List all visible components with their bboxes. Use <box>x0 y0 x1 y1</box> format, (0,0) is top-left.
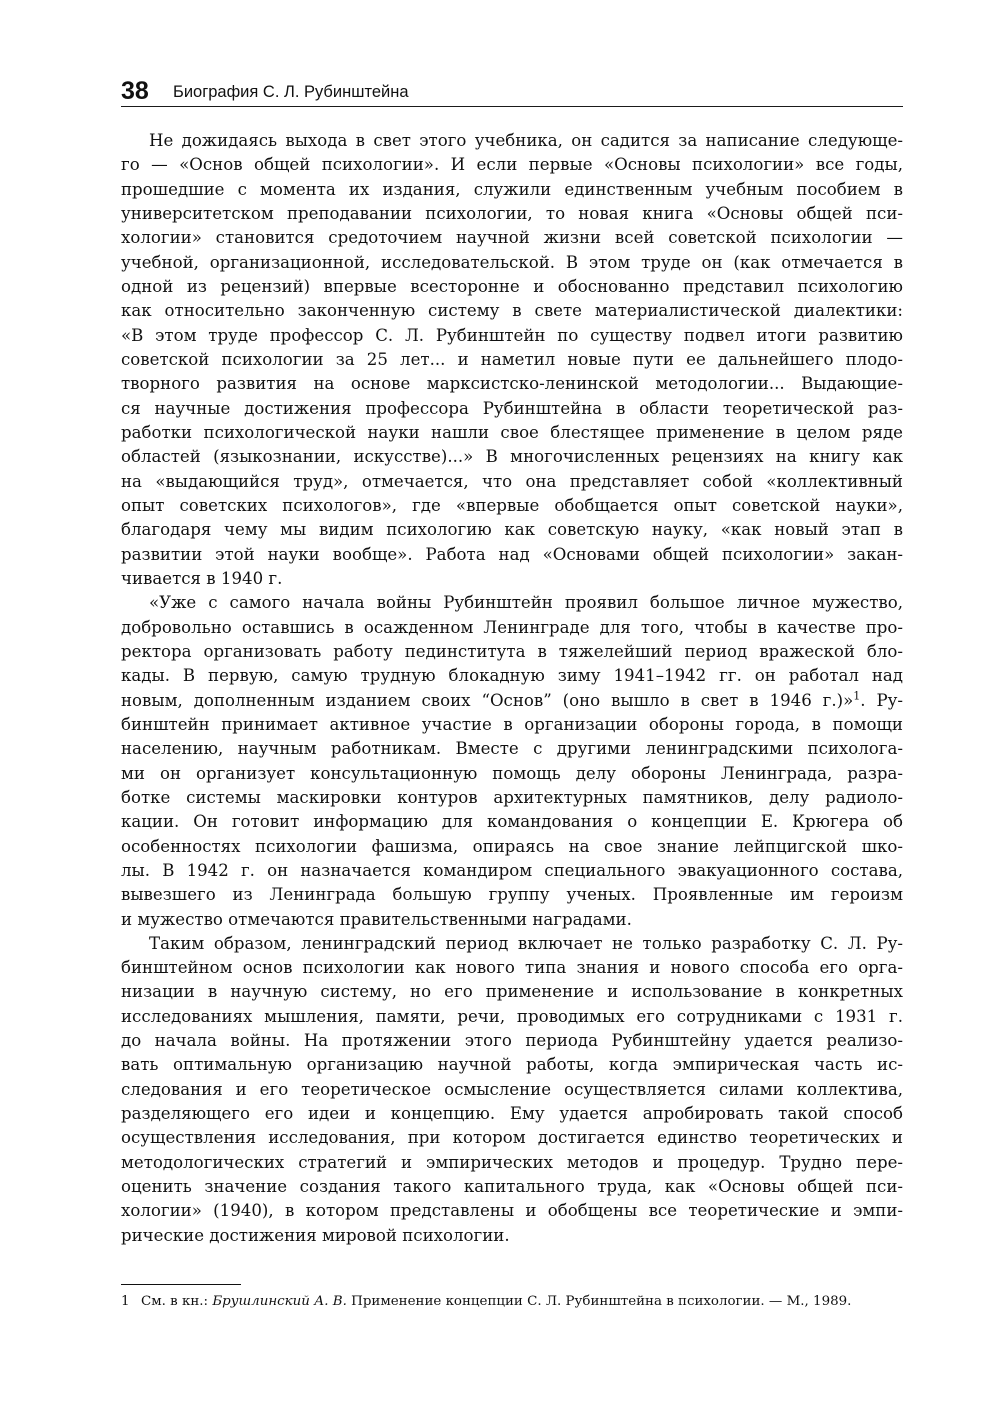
text-line: добровольно оставшись в осажденном Ленинграде для того, чтобы в качестве про- <box>121 617 903 637</box>
text-line: оценить значение создания такого капитального труда, как «Основы общей пси- <box>121 1177 903 1197</box>
running-title: Биография С. Л. Рубинштейна <box>173 83 409 101</box>
body-text <box>121 129 903 1248</box>
text-line: советской психологии за 25 лет... и наметил новые пути ее дальнейшего плодо- <box>121 349 903 369</box>
text-line: как относительно законченную систему в свете материалистической диалектики: <box>121 301 903 321</box>
text-line: вывезшего из Ленинграда большую группу ученых. Проявленные им героизм <box>121 885 903 905</box>
text-line: бинштейн принимает активное участие в организации обороны города, в помощи <box>121 714 903 734</box>
footnote-divider <box>121 1284 241 1285</box>
text-line: го — «Основ общей психологии». И если первые «Основы психологии» все годы, <box>121 155 903 175</box>
text-line: «В этом труде профессор С. Л. Рубинштейн по существу подвел итоги развитию <box>121 325 903 345</box>
text-line: ся научные достижения профессора Рубинштейна в области теоретической раз- <box>121 398 903 418</box>
footnote-prefix: См. в кн.: <box>141 1294 209 1309</box>
text-line: населению, научным работникам. Вместе с другими ленинградскими психолога- <box>121 739 903 759</box>
footnote-reference[interactable]: 1 <box>853 689 861 703</box>
text-line: бинштейном основ психологии как нового типа знания и нового способа его орга- <box>121 958 903 978</box>
text-line: лы. В 1942 г. он назначается командиром специального эвакуационного состава, <box>121 860 903 880</box>
text-line: низации в научную систему, но его применение и использование в конкретных <box>121 982 903 1002</box>
text-line: ректора организовать работу пединститута в тяжелейший период вражеской бло- <box>121 641 903 661</box>
text-line: учебной, организационной, исследовательской. В этом труде он (как отмечается в <box>121 252 903 272</box>
text-line: рические достижения мировой психологии. <box>121 1225 510 1245</box>
text-line: опыт советских психологов», где «впервые обобщается опыт советской науки», <box>121 495 903 515</box>
text-line: кации. Он готовит информацию для командования о концепции Е. Крюгера об <box>121 812 903 832</box>
text-fragment: новым, дополненным изданием своих “Основ” (оно вышло в свет в 1946 г.)» <box>121 690 854 710</box>
text-line: университетском преподавании психологии, то новая книга «Основы общей пси- <box>121 203 903 223</box>
text-line: прошедшие с момента их издания, служили единственным учебным пособием в <box>121 179 903 199</box>
text-line: следования и его теоретическое осмысление осуществляется силами коллектива, <box>121 1079 903 1099</box>
text-line: развитии этой науки вообще». Работа над «Основами общей психологии» закан- <box>121 544 903 564</box>
text-line: «Уже с самого начала войны Рубинштейн проявил большое личное мужество, <box>149 593 903 613</box>
text-line: методологических стратегий и эмпирических методов и процедур. Трудно пере- <box>121 1152 903 1172</box>
footnote-text: Применение концепции С. Л. Рубинштейна в психологии. — М., 1989. <box>351 1294 852 1309</box>
paragraph-2 <box>121 591 903 932</box>
text-line: работки психологической науки нашли свое блестящее применение в целом ряде <box>121 422 903 442</box>
text-line: вать оптимальную организацию научной работы, когда эмпирическая часть ис- <box>121 1055 903 1075</box>
paragraph-3 <box>121 932 903 1248</box>
text-line: областей (языкознании, искусстве)...» В многочисленных рецензиях на книгу как <box>121 447 903 467</box>
page-number: 38 <box>121 77 149 105</box>
footnote <box>121 1292 903 1312</box>
text-line: кады. В первую, самую трудную блокадную зиму 1941–1942 гг. он работал над <box>121 666 903 686</box>
text-line: на «выдающийся труд», отмечается, что она представляет собой «коллективный <box>121 471 903 491</box>
text-line: хологии» (1940), в котором представлены и обобщены все теоретические и эмпи- <box>121 1201 903 1221</box>
text-line: исследованиях мышления, памяти, речи, проводимых его сотрудниками с 1931 г. <box>121 1006 903 1026</box>
text-fragment: . Ру- <box>860 690 904 710</box>
text-line: осуществления исследования, при котором достигается единство теоретических и <box>121 1128 903 1148</box>
footnote-number: 1 <box>121 1294 130 1309</box>
text-line: хологии» становится средоточием научной жизни всей советской психологии — <box>121 228 903 248</box>
text-line: одной из рецензий) впервые всесторонне и обоснованно представил психологию <box>121 276 903 296</box>
footnote-author: Брушлинский А. В. <box>212 1294 347 1309</box>
text-line: особенностях психологии фашизма, опираясь на свое знание лейпцигской шко- <box>121 836 903 856</box>
text-line: разделяющего его идеи и концепцию. Ему удается апробировать такой способ <box>121 1104 903 1124</box>
text-line: и мужество отмечаются правительственными наградами. <box>121 909 632 929</box>
text-line: творного развития на основе марксистско-ленинской методологии... Выдающие- <box>121 374 903 394</box>
text-line: ботке системы маскировки контуров архитектурных памятников, делу радиоло- <box>121 787 903 807</box>
text-line: до начала войны. На протяжении этого периода Рубинштейну удается реализо- <box>121 1031 903 1051</box>
paragraph-1 <box>121 129 903 591</box>
page-header <box>121 76 903 107</box>
text-line: Таким образом, ленинградский период включает не только разработку С. Л. Ру- <box>149 933 903 953</box>
text-line: Не дожидаясь выхода в свет этого учебника, он садится за написание следующе- <box>149 131 903 150</box>
text-line: благодаря чему мы видим психологию как советскую науку, «как новый этап в <box>121 520 903 540</box>
text-line: чивается в 1940 г. <box>121 568 283 588</box>
text-line-with-footnote-ref <box>121 689 903 713</box>
text-line: ми он организует консультационную помощь делу обороны Ленинграда, разра- <box>121 763 903 783</box>
